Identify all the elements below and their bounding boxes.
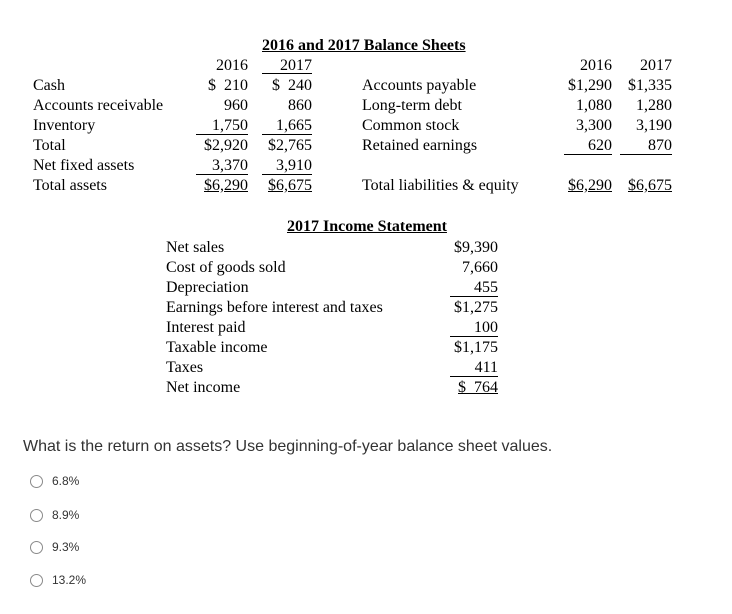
liab-header-2017: 2017: [640, 57, 672, 74]
income-value: $1,275: [454, 299, 498, 316]
income-value: 7,660: [462, 259, 498, 276]
option-label: 6.8%: [52, 474, 80, 488]
liability-label: Retained earnings: [362, 137, 478, 154]
income-statement-title: 2017 Income Statement: [287, 218, 447, 235]
liab-header-2016: 2016: [580, 57, 612, 74]
answer-option[interactable]: [30, 508, 79, 522]
rule: [564, 154, 612, 155]
answer-option[interactable]: [30, 573, 86, 587]
rule: [262, 134, 312, 135]
income-label: Net sales: [166, 239, 225, 256]
income-value: 455: [474, 279, 498, 296]
rule: [620, 154, 672, 155]
option-label: 13.2%: [52, 573, 87, 587]
option-label: 8.9%: [52, 508, 80, 522]
asset-value-2016: 1,750: [212, 117, 248, 134]
income-label: Taxable income: [166, 339, 268, 356]
radio-button[interactable]: [30, 574, 43, 587]
asset-value-2016: $2,920: [204, 137, 248, 154]
asset-value-2016: 3,370: [212, 157, 248, 174]
income-label: Interest paid: [166, 319, 246, 336]
liability-value-2017: $6,675: [628, 177, 672, 194]
radio-button[interactable]: [30, 475, 43, 488]
liability-value-2016: 620: [588, 137, 612, 154]
rule: [262, 174, 312, 175]
liability-value-2016: 1,080: [576, 97, 612, 114]
rule: [450, 336, 498, 337]
assets-header-2017: 2017: [280, 57, 312, 74]
liability-label: Long-term debt: [362, 97, 462, 114]
income-value: $9,390: [454, 239, 498, 256]
asset-value-2017: 1,665: [276, 117, 312, 134]
asset-label: Net fixed assets: [33, 157, 135, 174]
asset-value-2017: 3,910: [276, 157, 312, 174]
assets-header-2016: 2016: [216, 57, 248, 74]
header-underline: [262, 73, 312, 74]
balance-sheet-title: 2016 and 2017 Balance Sheets: [262, 37, 466, 54]
liability-label: Accounts payable: [362, 77, 477, 94]
liability-value-2017: 870: [648, 137, 672, 154]
income-label: Taxes: [166, 359, 204, 376]
asset-value-2017: $ 240: [272, 77, 312, 94]
income-label: Cost of goods sold: [166, 259, 286, 276]
asset-label: Accounts receivable: [33, 97, 164, 114]
income-value: $ 764: [458, 379, 498, 396]
rule: [196, 134, 248, 135]
rule: [450, 296, 498, 297]
income-label: Earnings before interest and taxes: [166, 299, 383, 316]
liability-value-2017: $1,335: [628, 77, 672, 94]
liability-value-2016: $1,290: [568, 77, 612, 94]
answer-option[interactable]: [30, 474, 79, 488]
asset-value-2016: 960: [224, 97, 248, 114]
asset-label: Inventory: [33, 117, 96, 134]
asset-label: Total: [33, 137, 66, 154]
liability-value-2017: 1,280: [636, 97, 672, 114]
option-label: 9.3%: [52, 540, 80, 554]
income-value: 411: [474, 359, 498, 376]
liability-value-2016: $6,290: [568, 177, 612, 194]
liability-value-2017: 3,190: [636, 117, 672, 134]
income-value: 100: [474, 319, 498, 336]
asset-label: Total assets: [33, 177, 107, 194]
answer-option[interactable]: [30, 540, 79, 554]
radio-button[interactable]: [30, 509, 43, 522]
radio-button[interactable]: [30, 541, 43, 554]
liability-label: Common stock: [362, 117, 460, 134]
asset-value-2017: $2,765: [268, 137, 312, 154]
asset-value-2017: 860: [288, 97, 312, 114]
question-text: What is the return on assets? Use beginning-of-year balance sheet values.: [23, 438, 553, 455]
rule: [196, 174, 248, 175]
asset-value-2016: $ 210: [208, 77, 248, 94]
income-label: Net income: [166, 379, 241, 396]
asset-label: Cash: [33, 77, 65, 94]
liability-label: Total liabilities & equity: [362, 177, 519, 194]
liability-value-2016: 3,300: [576, 117, 612, 134]
rule: [450, 376, 498, 377]
income-value: $1,175: [454, 339, 498, 356]
income-label: Depreciation: [166, 279, 249, 296]
asset-value-2017: $6,675: [268, 177, 312, 194]
asset-value-2016: $6,290: [204, 177, 248, 194]
